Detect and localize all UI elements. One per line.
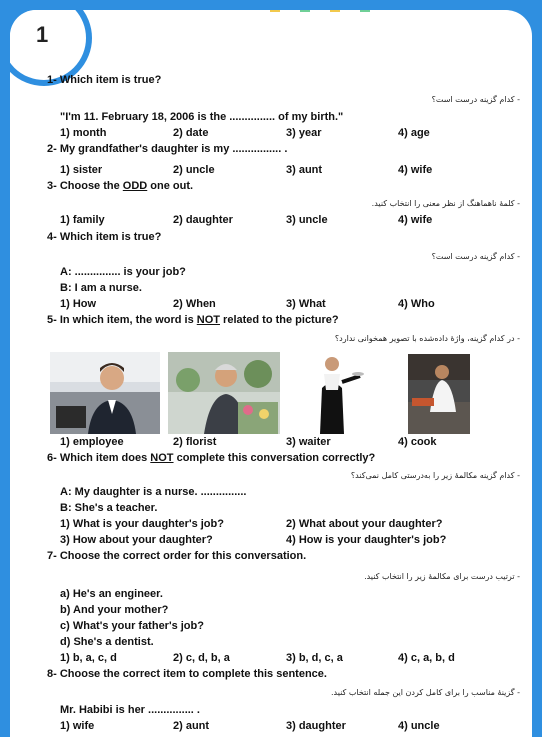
q7-option-4[interactable]: 4) c, a, b, d (398, 652, 455, 664)
q1-option-4[interactable]: 4) age (398, 127, 430, 139)
q3-persian-instruction: - کلمهٔ ناهماهنگ از نظر معنی را انتخاب کنید. (371, 199, 520, 208)
q7-title: 7- Choose the correct order for this conversation. (47, 550, 307, 562)
q7-line-d: d) She's a dentist. (60, 636, 154, 648)
q8-option-2[interactable]: 2) aunt (173, 720, 210, 732)
q8-sentence: Mr. Habibi is her ............... . (60, 704, 200, 716)
q7-line-a: a) He's an engineer. (60, 588, 163, 600)
q1-option-2[interactable]: 2) date (173, 127, 209, 139)
florist-photo (168, 352, 280, 434)
q1-sentence: "I'm 11. February 18, 2006 is the ............... of my birth." (60, 111, 344, 123)
q8-option-1[interactable]: 1) wife (60, 720, 95, 732)
q3-option-4[interactable]: 4) wife (398, 214, 433, 226)
q2-option-3[interactable]: 3) aunt (286, 164, 323, 176)
q7-option-3[interactable]: 3) b, d, c, a (286, 652, 343, 664)
q8-option-4[interactable]: 4) uncle (398, 720, 440, 732)
q4-option-4[interactable]: 4) Who (398, 298, 435, 310)
q5-title: 5- In which item, the word is NOT related to the picture? (47, 314, 339, 326)
q1-title: 1- Which item is true? (47, 74, 162, 86)
q5-option-2[interactable]: 2) florist (173, 436, 217, 448)
q2-option-2[interactable]: 2) uncle (173, 164, 215, 176)
q4-line-a: A: ............... is your job? (60, 266, 186, 278)
q7-option-1[interactable]: 1) b, a, c, d (60, 652, 117, 664)
q6-line-a: A: My daughter is a nurse. ............... (60, 486, 247, 498)
q8-title: 8- Choose the correct item to complete this sentence. (47, 668, 327, 680)
q1-option-3[interactable]: 3) year (286, 127, 322, 139)
q4-persian-instruction: - کدام گزینه درست است؟ (431, 252, 520, 261)
q2-option-4[interactable]: 4) wife (398, 164, 433, 176)
q6-option-2[interactable]: 2) What about your daughter? (286, 518, 443, 530)
q4-title: 4- Which item is true? (47, 231, 162, 243)
q5-option-4[interactable]: 4) cook (398, 436, 437, 448)
q8-option-3[interactable]: 3) daughter (286, 720, 346, 732)
q7-line-c: c) What's your father's job? (60, 620, 204, 632)
q6-title: 6- Which item does NOT complete this conversation correctly? (47, 452, 376, 464)
q1-option-1[interactable]: 1) month (60, 127, 107, 139)
q1-persian-instruction: - کدام گزینه درست است؟ (431, 95, 520, 104)
badge-number: 1 (36, 22, 49, 47)
q6-line-b: B: She's a teacher. (60, 502, 158, 514)
q6-option-1[interactable]: 1) What is your daughter's job? (60, 518, 224, 530)
top-decoration (260, 10, 400, 14)
q3-option-1[interactable]: 1) family (60, 214, 105, 226)
q5-persian-instruction: - در کدام گزینه، واژهٔ داده‌شده با تصویر همخوانی ندارد؟ (334, 334, 520, 343)
cook-photo (408, 354, 470, 434)
employee-photo (50, 352, 160, 434)
q4-option-2[interactable]: 2) When (173, 298, 216, 310)
q7-line-b: b) And your mother? (60, 604, 169, 616)
q2-option-1[interactable]: 1) sister (60, 164, 103, 176)
q4-option-1[interactable]: 1) How (60, 298, 97, 310)
q5-option-3[interactable]: 3) waiter (286, 436, 331, 448)
q6-option-4[interactable]: 4) How is your daughter's job? (286, 534, 447, 546)
q4-line-b: B: I am a nurse. (60, 282, 142, 294)
q2-title: 2- My grandfather's daughter is my ................ . (47, 143, 288, 155)
q5-option-1[interactable]: 1) employee (60, 436, 124, 448)
waiter-photo (302, 354, 364, 434)
q6-persian-instruction: - کدام گزینه مکالمهٔ زیر را به‌درستی کامل نمی‌کند؟ (350, 471, 520, 480)
q3-title: 3- Choose the ODD one out. (47, 180, 194, 192)
q3-option-2[interactable]: 2) daughter (173, 214, 233, 226)
q8-persian-instruction: - گزینهٔ مناسب را برای کامل کردن این جمله انتخاب کنید. (330, 688, 520, 697)
q6-option-3[interactable]: 3) How about your daughter? (60, 534, 213, 546)
worksheet (10, 10, 532, 737)
q7-option-2[interactable]: 2) c, d, b, a (173, 652, 230, 664)
q7-persian-instruction: - ترتیب درست برای مکالمهٔ زیر را انتخاب کنید. (364, 572, 520, 581)
q3-option-3[interactable]: 3) uncle (286, 214, 328, 226)
q4-option-3[interactable]: 3) What (286, 298, 326, 310)
